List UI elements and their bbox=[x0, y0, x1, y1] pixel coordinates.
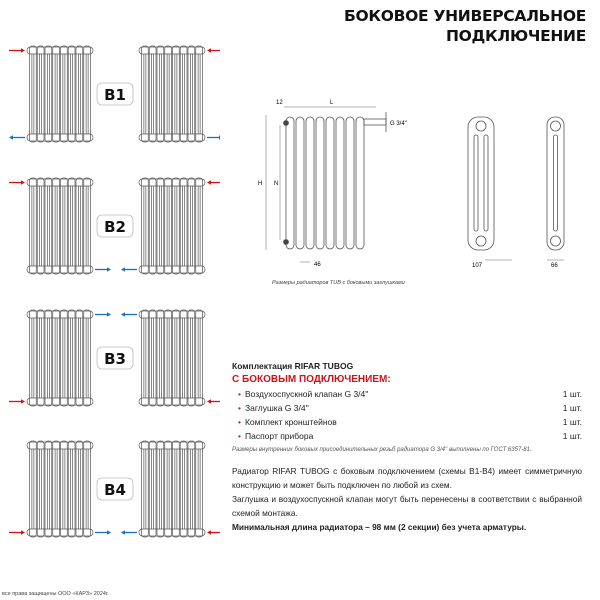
scheme-label bbox=[97, 83, 133, 105]
scheme-label bbox=[97, 347, 133, 369]
radiator-icon bbox=[139, 178, 205, 274]
bullet-icon: • bbox=[238, 389, 241, 399]
description bbox=[232, 464, 582, 534]
description-p2: Заглушка и воздухоспускной клапан могут быть перенесены в соответствии с выбранной схемой монтажа. bbox=[232, 494, 582, 518]
page-title bbox=[344, 6, 586, 46]
side-view-107 bbox=[468, 117, 494, 250]
return-arrow-icon bbox=[207, 135, 220, 139]
return-arrow-icon bbox=[95, 312, 111, 316]
description-p1: Радиатор RIFAR TUBOG с боковым подключением (схемы В1-В4) имеет симметричную конструкцию и может быть подключен по любой из схем. bbox=[232, 466, 582, 490]
bullet-icon: • bbox=[238, 417, 241, 427]
kit-subheading: С БОКОВЫМ ПОДКЛЮЧЕНИЕМ: bbox=[232, 374, 391, 385]
technical-drawing bbox=[250, 90, 590, 290]
scheme-b3 bbox=[9, 310, 220, 406]
bullet-icon: • bbox=[238, 403, 241, 413]
kit-note: Размеры внутренних боковых присоединительных резьб радиатора G 3/4'' выполнены по ГОСТ 6357-81. bbox=[232, 447, 532, 453]
return-arrow-icon bbox=[121, 530, 137, 534]
return-arrow-icon bbox=[121, 312, 137, 316]
scheme-label-text: B3 bbox=[104, 350, 126, 368]
dimension-lines bbox=[266, 107, 564, 262]
supply-arrow-icon bbox=[9, 399, 25, 403]
kit-item-label: Комплект кронштейнов bbox=[244, 417, 337, 427]
scheme-b4 bbox=[9, 441, 220, 537]
scheme-b2 bbox=[9, 178, 220, 274]
kit-item-label: Воздухоспускной клапан G 3/4'' bbox=[244, 389, 369, 399]
radiator-icon bbox=[27, 441, 93, 537]
return-arrow-icon bbox=[95, 267, 111, 271]
radiator-icon bbox=[27, 310, 93, 406]
kit-item bbox=[232, 431, 582, 441]
copyright-footer: все права защищены ООО «КАРЗ» 2024г. bbox=[2, 591, 109, 597]
supply-arrow-icon bbox=[207, 530, 220, 534]
front-view-radiator bbox=[284, 112, 387, 249]
supply-arrow-icon bbox=[207, 48, 220, 52]
kit-item-name bbox=[238, 417, 337, 427]
description-p3: Минимальная длина радиатора – 98 мм (2 секции) без учета арматуры. bbox=[232, 522, 527, 532]
bullet-icon: • bbox=[238, 431, 241, 441]
kit-item-qty: 1 шт. bbox=[562, 403, 582, 413]
dim-12: 12 bbox=[276, 100, 283, 106]
radiator-icon bbox=[139, 46, 205, 142]
scheme-label-text: B4 bbox=[104, 481, 126, 499]
radiator-icon bbox=[139, 310, 205, 406]
dim-L: L bbox=[330, 100, 334, 106]
supply-arrow-icon bbox=[9, 530, 25, 534]
return-arrow-icon bbox=[9, 135, 25, 139]
connection-schemes bbox=[0, 0, 220, 590]
drawing-caption: Размеры радиаторов TUB с боковыми заглушками bbox=[272, 280, 405, 286]
kit-item bbox=[232, 403, 582, 413]
scheme-b1 bbox=[9, 46, 220, 142]
dim-107: 107 bbox=[472, 263, 483, 269]
radiator-icon bbox=[27, 46, 93, 142]
kit-item bbox=[232, 417, 582, 427]
supply-arrow-icon bbox=[207, 180, 220, 184]
kit-item-qty: 1 шт. bbox=[562, 431, 582, 441]
title-line-2: ПОДКЛЮЧЕНИЕ bbox=[445, 27, 586, 45]
title-line-1: БОКОВОЕ УНИВЕРСАЛЬНОЕ bbox=[344, 7, 586, 25]
scheme-label-text: B1 bbox=[104, 86, 126, 104]
dim-46: 46 bbox=[314, 262, 321, 268]
scheme-label bbox=[97, 215, 133, 237]
return-arrow-icon bbox=[95, 530, 111, 534]
kit-item-name bbox=[238, 431, 313, 441]
kit-item-label: Паспорт прибора bbox=[244, 431, 314, 441]
side-view-66 bbox=[547, 117, 564, 250]
dim-66: 66 bbox=[551, 263, 558, 269]
kit-item-qty: 1 шт. bbox=[562, 417, 582, 427]
kit-item bbox=[232, 389, 582, 399]
supply-arrow-icon bbox=[9, 48, 25, 52]
kit-item-name bbox=[238, 403, 309, 413]
supply-arrow-icon bbox=[9, 180, 25, 184]
kit-item-qty: 1 шт. bbox=[562, 389, 582, 399]
kit-heading: Комплектация RIFAR TUBOG bbox=[232, 361, 354, 371]
dim-N: N bbox=[274, 181, 279, 187]
return-arrow-icon bbox=[121, 267, 137, 271]
kit-item-label: Заглушка G 3/4'' bbox=[244, 403, 309, 413]
kit-item-name bbox=[238, 389, 369, 399]
supply-arrow-icon bbox=[207, 399, 220, 403]
kit-section bbox=[232, 361, 582, 453]
scheme-label-text: B2 bbox=[104, 218, 126, 236]
radiator-icon bbox=[27, 178, 93, 274]
scheme-label bbox=[97, 478, 133, 500]
thread-label: G 3/4'' bbox=[390, 121, 407, 127]
dim-H: H bbox=[258, 181, 263, 187]
radiator-icon bbox=[139, 441, 205, 537]
